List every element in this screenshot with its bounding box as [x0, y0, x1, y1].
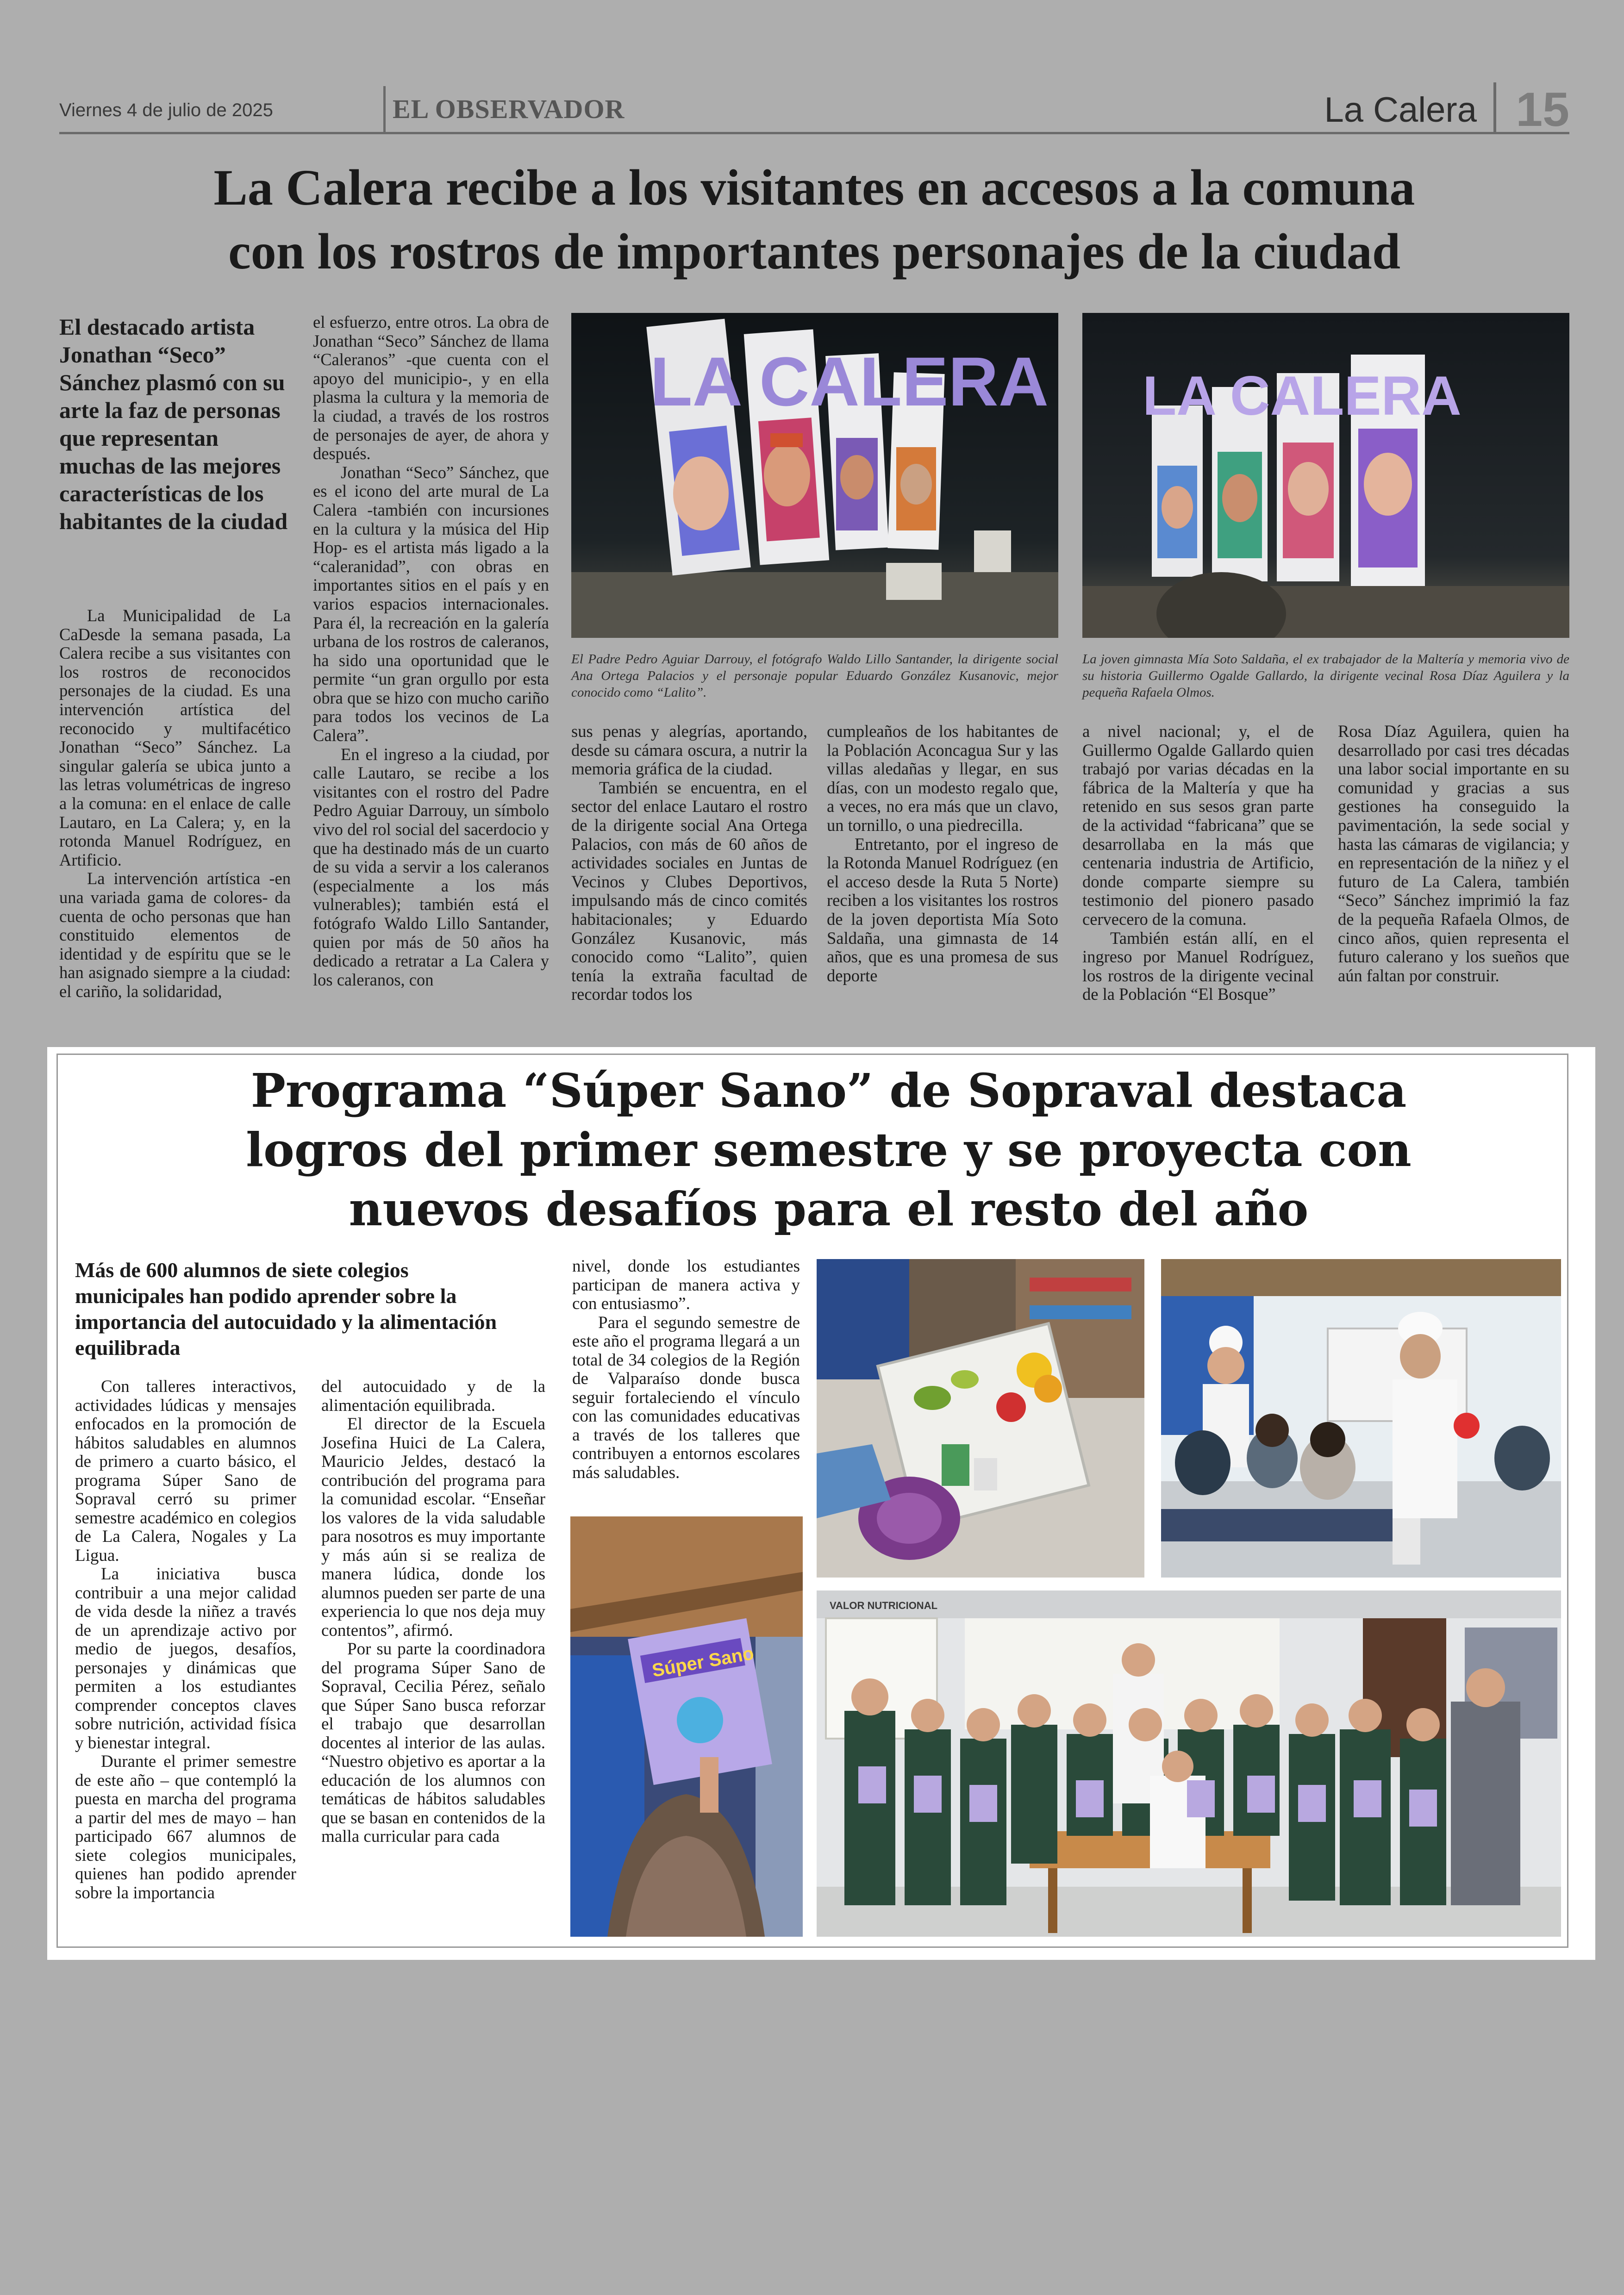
article1-paragraph: También se encuentra, en el sector del enlace Lautaro el rostro de la dirigente social Ana Ortega Palacios, con más de 60 años de actividades sociales en Juntas de Vecinos y Clubes Deportivos, impulsando más de cinco comités habitacionales; y Eduardo González Kusanovic, más conocido como “Lalito”, quien tenía la extraña facultad de recordar todos los — [571, 778, 807, 1004]
photo-child-with-book — [570, 1516, 803, 1937]
article1-headline-line2: con los rostros de importantes personajes de la ciudad — [228, 223, 1401, 280]
article2-headline-line3: nuevos desafíos para el resto del año — [349, 1182, 1309, 1236]
photo-lautaro-access-image — [571, 313, 1058, 638]
photo-food-crate — [817, 1259, 1144, 1578]
photo-group-classroom — [817, 1590, 1561, 1937]
article1-column-5 — [1082, 722, 1314, 1004]
article2-column-1 — [75, 1378, 296, 1902]
article2-headline-line2: logros del primer semestre y se proyecta con — [246, 1123, 1412, 1177]
article2-headline-line1: Programa “Súper Sano” de Sopraval destaca — [250, 1063, 1407, 1118]
article2-paragraph: Por su parte la coordinadora del programa Súper Sano de Sopraval, Cecilia Pérez, señalo que Súper Sano busca reforzar el trabajo que desarrollan docentes al interior de las aulas. “Nuestro objetivo es aportar a la educación de los alumnos con temáticas de hábitos saludables que se basan en contenidos de la malla curricular para cada — [321, 1640, 545, 1846]
article1-column-6 — [1338, 722, 1569, 985]
article2-column-3 — [572, 1257, 800, 1482]
issue-date: Viernes 4 de julio de 2025 — [59, 100, 273, 120]
article1-paragraph: el esfuerzo, entre otros. La obra de Jonathan “Seco” Sánchez de llama “Caleranos” -que cuenta con el apoyo del municipio-, y en ella plasma la cultura y la memoria de la ciudad, a través de los rostros de personajes de ayer, de ahora y después. — [313, 312, 549, 463]
article1-paragraph: Rosa Díaz Aguilera, quien ha desarrollado por casi tres décadas una labor social importante en su comunidad y gracias a sus gestiones ha conseguido la pavimentación, la sede social y hasta las cámaras de vigilancia; y en representación de la niñez y el futuro de La Calera, también “Seco” Sánchez imprimió la faz de la pequeña Rafaela Olmos, de cinco años, quien representa el futuro calerano y los sueños que aún faltan por construir. — [1338, 722, 1569, 985]
article2-paragraph: La iniciativa busca contribuir a una mejor calidad de vida desde la niñez a través de un aprendizaje activo por medio de juegos, desafíos, personajes y dinámicas que permiten a los estudiantes comprender conceptos claves sobre nutrición, actividad física y bienestar integral. — [75, 1565, 296, 1752]
photo-rotonda-access-image — [1082, 313, 1569, 638]
article1-paragraph: En el ingreso a la ciudad, por calle Lautaro, se recibe a los visitantes con el rostro del Padre Pedro Aguiar Darrouy, un símbolo vivo del rol social del sacerdocio y que ha destinado más de un cuarto de su vida a servir a los caleranos (especialmente a los más vulnerables); también está el fotógrafo Waldo Lillo Santander, quien por más de 50 años ha dedicado a retratar a La Calera y los caleranos, con — [313, 744, 549, 989]
header-divider — [383, 86, 386, 134]
section-name: La Calera — [1324, 90, 1477, 130]
article1-paragraph: Jonathan “Seco” Sánchez, que es el icono del arte mural de La Calera -también con incursiones en la cultura y la música del Hip Hop- es el artista más ligado a la “caleranidad”, con obras en importantes sitios en el país y en varios espacios internacionales. Para él, la recreación en la galería urbana de los rostros de caleranos, ha sido una oportunidad que le permite “un gran orgullo por esta obra que se hizo con mucho cariño para todos los vecinos de La Calera”. — [313, 462, 549, 745]
article1-paragraph: La intervención artística -en una variada gama de colores- da cuenta de ocho personas que han constituido elementos de identidad y de espíritu que se le han asignado siempre a la ciudad: el cariño, la solidaridad, — [59, 869, 291, 1001]
article2-paragraph: El director de la Escuela Josefina Huici de La Calera, Mauricio Jeldes, destacó la contribución del programa para la comunidad escolar. “Enseñar los valores de la vida saludable para nosotros es muy importante y más aún si se realiza de manera lúdica, donde los alumnos pueden ser parte de una experiencia lo que nos deja muy contentos”, afirmó. — [321, 1415, 545, 1640]
article2-paragraph: nivel, donde los estudiantes participan de manera activa y con entusiasmo”. — [572, 1257, 800, 1313]
page-header — [59, 82, 1569, 137]
sign-letters-2: LA CALERA — [1143, 365, 1462, 427]
article1-paragraph: cumpleaños de los habitantes de la Población Aconcagua Sur y las villas aledañas y llegar, en sus días, con un modesto regalo que, a veces, no era más que un clavo, un tornillo, o una piedrecilla. — [827, 722, 1058, 835]
article1-paragraph: La Municipalidad de La CaDesde la semana pasada, La Calera recibe a sus visitantes con los rostros de reconocidos personajes de la ciudad. Es una intervención artística del reconocido y multifacético Jonathan “Seco” Sánchez. La singular galería se ubica junto a las letras volumétricas de ingreso a la comuna: en el enlace de calle Lautaro, en La Calera; y, en la rotonda Manuel Rodríguez, en Artificio. — [59, 606, 291, 869]
photo-child-with-book-image — [570, 1516, 803, 1937]
article1-paragraph: a nivel nacional; y, el de Guillermo Ogalde Gallardo quien trabajó por varias décadas en la fábrica de la Maltería y que ha retenido en sus sesos gran parte de la actividad “fabricana” que se desarrollaba en la más que centenaria industria de Artificio, donde comparte siempre su testimonio del pionero pasado cervecero de la comuna. — [1082, 722, 1314, 929]
article2-lead: Más de 600 alumnos de siete colegios municipales han podido aprender sobre la importancia del autocuidado y la alimentación equilibrada — [75, 1258, 497, 1360]
photo-group-classroom-image — [817, 1590, 1561, 1937]
photo-rotonda-access — [1082, 313, 1569, 638]
article1-column-2 — [313, 313, 549, 989]
classroom-sign: VALOR NUTRICIONAL — [830, 1600, 938, 1611]
article2-paragraph: Durante el primer semestre de este año – que contempló la puesta en marcha del programa a partir del mes de mayo – han participado 667 alumnos de siete colegios municipales, quienes han podido aprender sobre la importancia — [75, 1752, 296, 1902]
article2-paragraph: Para el segundo semestre de este año el programa llegará a un total de 34 colegios de la Región de Valparaíso donde busca seguir fortaleciendo el vínculo con las comunidades educativas a través de los talleres que contribuyen a entornos escolares más saludables. — [572, 1313, 800, 1482]
article1-headline-line1: La Calera recibe a los visitantes en accesos a la comuna — [213, 159, 1415, 216]
article1-column-3 — [571, 722, 807, 1004]
article1-paragraph: sus penas y alegrías, aportando, desde su cámara oscura, a nutrir la memoria gráfica de la ciudad. — [571, 722, 807, 779]
photo-classroom-chef — [1161, 1259, 1561, 1578]
article1-headline — [59, 156, 1569, 283]
article1-paragraph: Entretanto, por el ingreso de la Rotonda Manuel Rodríguez (en el acceso desde la Ruta 5 Norte) reciben a los visitantes los rostros de la joven deportista Mía Soto Saldaña, una gimnasta de 14 años, que es una promesa de sus deporte — [827, 834, 1058, 985]
article1-lead: El destacado artista Jonathan “Seco” Sánchez plasmó con su arte la faz de personas que representan muchas de las mejores características de los habitantes de la ciudad — [59, 314, 288, 534]
article2-headline — [83, 1061, 1574, 1239]
article2-paragraph: del autocuidado y de la alimentación equilibrada. — [321, 1377, 545, 1415]
photo-caption-2: La joven gimnasta Mía Soto Saldaña, el ex trabajador de la Maltería y memoria vivo de su historia Guillermo Ogalde Gallardo, la dirigente vecinal Rosa Díaz Aguilera y la pequeña Rafaela Olmos. — [1082, 652, 1569, 700]
newspaper-name: EL OBSERVADOR — [393, 94, 625, 124]
page-number: 15 — [1516, 83, 1569, 137]
article2-column-2 — [321, 1378, 545, 1846]
article1-column-1 — [59, 606, 291, 1001]
header-divider-right — [1493, 82, 1496, 134]
photo-classroom-chef-image — [1161, 1259, 1561, 1578]
photo-caption-1: El Padre Pedro Aguiar Darrouy, el fotógrafo Waldo Lillo Santander, la dirigente social Ana Ortega Palacios y el personaje popular Eduardo González Kusanovic, mejor conocido como “Lalito”. — [571, 652, 1058, 700]
article1-column-4 — [827, 722, 1058, 985]
sign-letters: LA CALERA — [650, 343, 1049, 420]
book-title: Súper Sano — [650, 1643, 756, 1681]
article1-paragraph: También están allí, en el ingreso por Manuel Rodríguez, los rostros de la dirigente vecinal de la Población “El Bosque” — [1082, 928, 1314, 1004]
photo-food-crate-image — [817, 1259, 1144, 1578]
photo-lautaro-access — [571, 313, 1058, 638]
article2-paragraph: Con talleres interactivos, actividades lúdicas y mensajes enfocados en la promoción de hábitos saludables en alumnos de primero a cuarto básico, el programa Súper Sano de Sopraval cerró su primer semestre académico en colegios de La Calera, Nogales y La Ligua. — [75, 1377, 296, 1565]
